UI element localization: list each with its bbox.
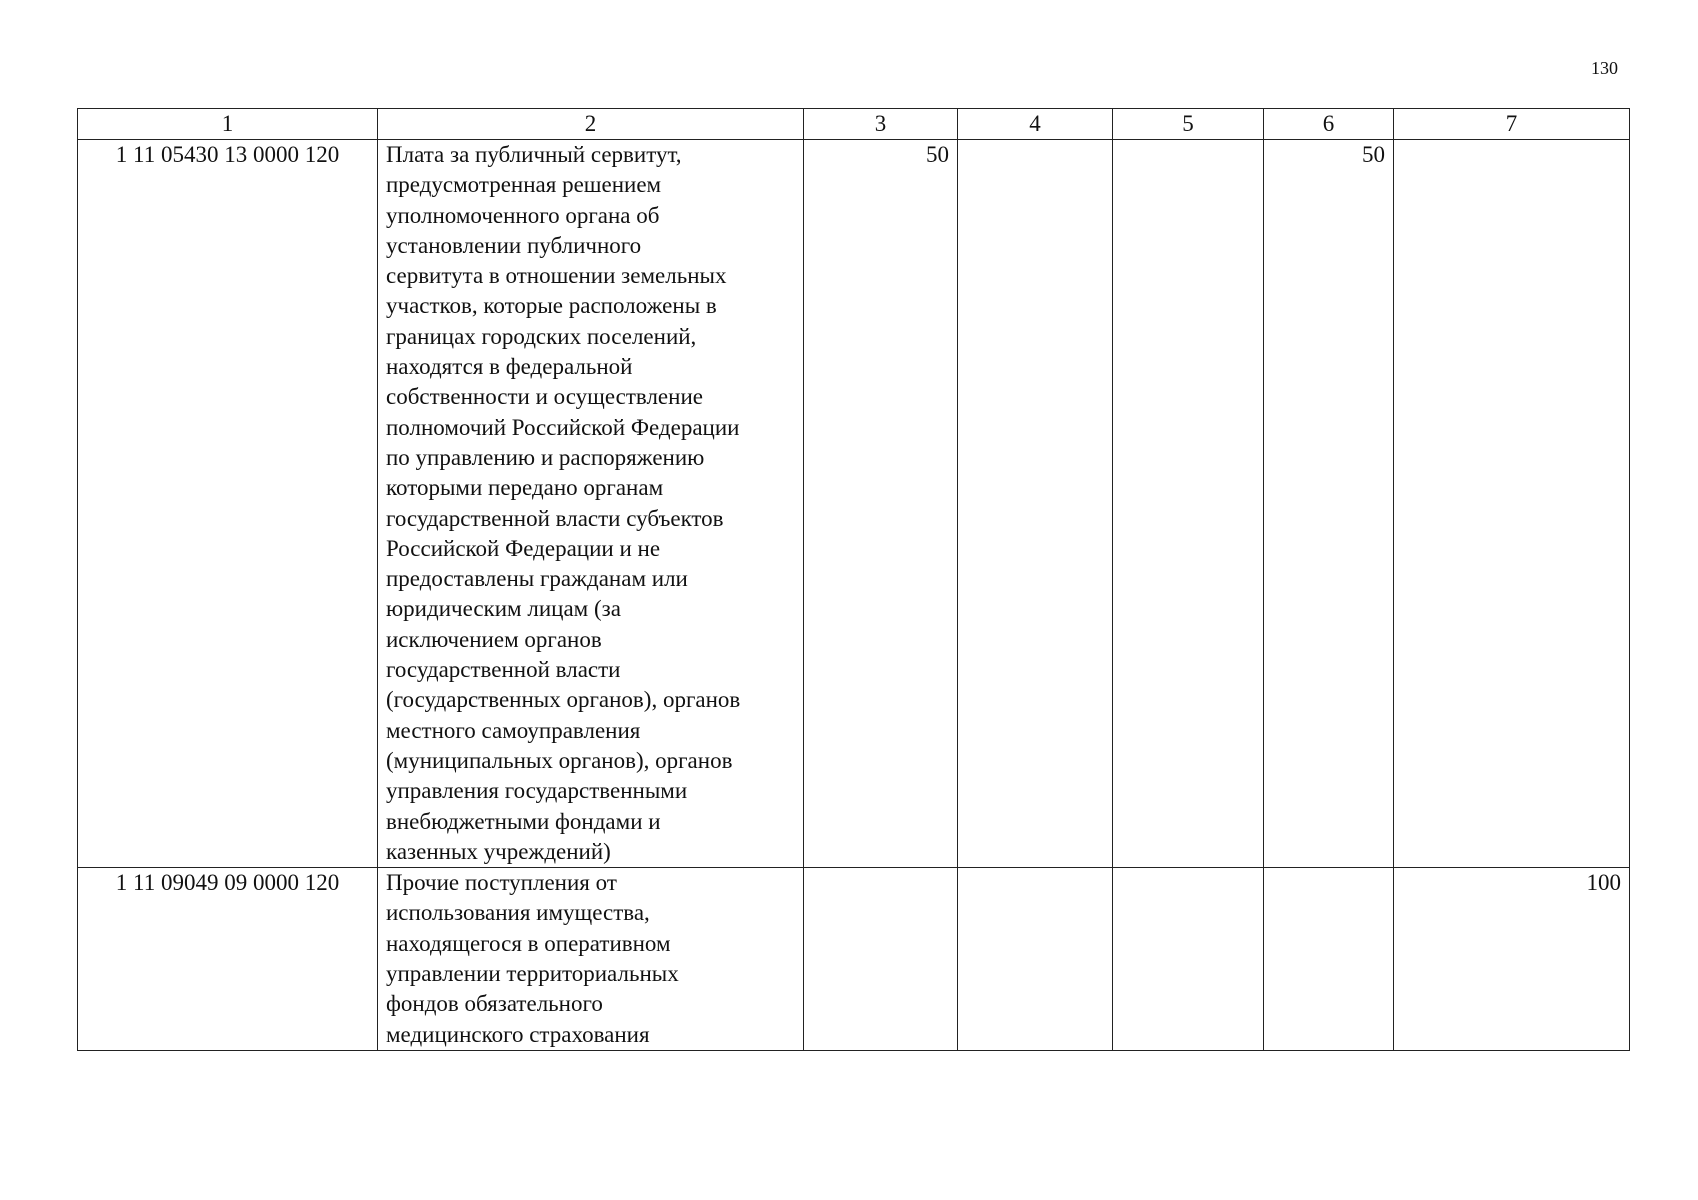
table-body	[78, 140, 1630, 1051]
revenue-name: Плата за публичный сервитут, предусмотренная решением уполномоченного органа об установлении публичного сервитута в отношении земельных участков, которые расположены в границах городских поселений, находятся в федеральной собственности и осуществление полномочий Российской Федерации по управлению и распоряжению которыми передано органам государственной власти субъектов Российской Федерации и не предоставлены гражданам или юридическим лицам (за исключением органов государственной власти (государственных органов), органов местного самоуправления (муниципальных органов), органов управления государственными внебюджетными фондами и казенных учреждений)	[378, 140, 804, 868]
budget-table	[77, 108, 1630, 1051]
value-col-4	[958, 140, 1113, 868]
revenue-code: 1 11 05430 13 0000 120	[78, 140, 378, 868]
header-col-3: 3	[804, 109, 958, 140]
revenue-code: 1 11 09049 09 0000 120	[78, 868, 378, 1051]
table-row	[78, 868, 1630, 1051]
value-col-5	[1113, 140, 1264, 868]
revenue-name: Прочие поступления от использования имущества, находящегося в оперативном управлении территориальных фондов обязательного медицинского страхования	[378, 868, 804, 1051]
page-number: 130	[1591, 58, 1618, 78]
value-col-3	[804, 868, 958, 1051]
header-col-4: 4	[958, 109, 1113, 140]
value-col-3: 50	[804, 140, 958, 868]
value-col-4	[958, 868, 1113, 1051]
header-row	[78, 109, 1630, 140]
header-col-5: 5	[1113, 109, 1264, 140]
value-col-7	[1394, 140, 1630, 868]
value-col-7: 100	[1394, 868, 1630, 1051]
table-row	[78, 140, 1630, 868]
value-col-6	[1264, 868, 1394, 1051]
table-header	[78, 109, 1630, 140]
header-col-2: 2	[378, 109, 804, 140]
header-col-6: 6	[1264, 109, 1394, 140]
value-col-5	[1113, 868, 1264, 1051]
value-col-6: 50	[1264, 140, 1394, 868]
header-col-7: 7	[1394, 109, 1630, 140]
header-col-1: 1	[78, 109, 378, 140]
